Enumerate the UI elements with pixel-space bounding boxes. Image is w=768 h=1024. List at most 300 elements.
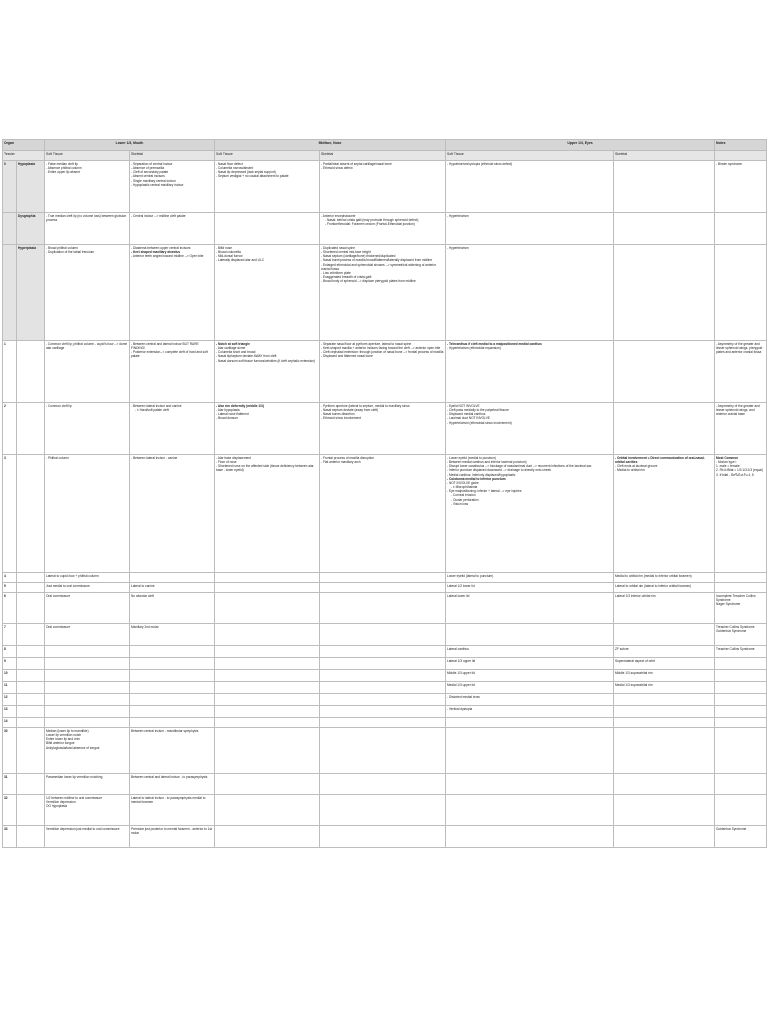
cell-lower-soft <box>45 341 130 403</box>
cell-mid-soft <box>215 213 320 245</box>
cell-line: - Vertical dystopia <box>447 707 473 711</box>
table-row <box>3 593 767 624</box>
tessier-number: 10 <box>3 670 17 682</box>
header-row <box>3 140 767 151</box>
cell-upper-soft <box>446 826 614 848</box>
cell-upper-soft <box>446 213 614 245</box>
cell-lower-skeletal <box>130 795 215 826</box>
group-label <box>17 341 45 403</box>
tessier-number: 0 <box>3 161 17 213</box>
cell-line: Premolar just posterior to mental foramen - anterior to 1st molar <box>131 827 212 836</box>
header-notes: Notes <box>715 140 767 151</box>
table-row <box>3 646 767 658</box>
header-upper: Upper 1/3, Eyes <box>446 140 715 151</box>
cell-line: - Pyriform aperture (lateral to septum, medial to maxillary sinus <box>321 404 410 408</box>
cell-line: - Inferior punctum displaced downward --> drainage to directly onto cheek <box>447 468 551 473</box>
cell-line: Treacher Collins Syndrome <box>716 625 755 629</box>
cell-line: - Anterior teeth angled toward midline --> Open bite <box>131 254 204 259</box>
cell-mid-soft <box>215 593 320 624</box>
cell-lower-skeletal <box>130 455 215 573</box>
cell-line: - Binder syndrome <box>716 162 743 166</box>
cell-line: Nager Syndrome <box>716 602 741 607</box>
spreadsheet <box>2 139 766 848</box>
cell-line: - Partial/total absent of septal cartilage/nasal bone <box>321 162 392 166</box>
cell-upper-skeletal <box>614 646 715 658</box>
cell-line: Lateral to cupid bow + philtral column <box>46 574 99 578</box>
cell-lower-skeletal <box>130 728 215 774</box>
cell-upper-soft <box>446 706 614 718</box>
cell-mid-soft <box>215 646 320 658</box>
subheader-soft-upper: Soft Tissue <box>446 151 614 161</box>
cell-line: - Central incisor --> midline cleft palate <box>131 214 186 218</box>
cell-mid-skeletal <box>320 583 446 593</box>
cell-notes <box>715 161 767 213</box>
cell-line: - Shortened central mid-face height <box>321 250 371 255</box>
cell-lower-skeletal <box>130 670 215 682</box>
cell-line: - ± Microphthalmia <box>451 485 478 490</box>
cell-line: - Nasal septum deviate (away from cleft) <box>321 408 379 413</box>
cell-upper-skeletal <box>614 774 715 795</box>
cell-line: - Hypertelorism (ethmoidal sinus involvement) <box>447 420 512 425</box>
group-label <box>17 593 45 624</box>
cell-line: - Enlarged ethmoidal and sphenoidal sinuses --> symmetrical widening of anterior cranial fossa <box>321 262 437 271</box>
cell-line: - Alar cartilage dome <box>216 346 246 351</box>
cell-line: - Low cribriform plate <box>321 270 351 275</box>
group-label <box>17 455 45 573</box>
group-label <box>17 706 45 718</box>
cell-lower-skeletal <box>130 774 215 795</box>
tessier-number: 5 <box>3 583 17 593</box>
cell-line: Medial to orbital rim (medial to inferior orbital foramen) <box>615 574 692 578</box>
cell-line: - Asymmetry of the greater and lesser sphenoid wings, pterygoid plates and anterior cranial fossa <box>716 342 763 355</box>
cell-line: - Broad columella <box>216 250 241 255</box>
tessier-number: 6 <box>3 593 17 624</box>
table-row <box>3 826 767 848</box>
cell-line: - Ocular perforation <box>451 497 479 502</box>
cell-upper-soft <box>446 670 614 682</box>
tessier-number: 7 <box>3 624 17 646</box>
tessier-number: 1 <box>3 341 17 403</box>
cell-line: Lateral 1/3 upper lid <box>447 659 476 663</box>
cell-line: Lower lip vermilion notch <box>46 733 82 738</box>
cell-lower-soft <box>45 706 130 718</box>
cell-notes <box>715 583 767 593</box>
tessier-number: 33 <box>3 826 17 848</box>
cell-notes <box>715 593 767 624</box>
tessier-number: 30 <box>3 728 17 774</box>
cell-line: Lateral to canine <box>131 584 155 588</box>
tessier-number <box>3 213 17 245</box>
cell-line: - Ethmoid sinus defect <box>321 166 353 171</box>
subheader-soft-lower: Soft Tissue <box>45 151 130 161</box>
cell-line: 1/2 between midline to oral commissure <box>46 796 103 800</box>
cell-line: - Alar rim deformity (middle 1/3) <box>216 404 264 408</box>
cell-line: - Morian type I <box>716 460 737 465</box>
cell-lower-skeletal <box>130 646 215 658</box>
cell-lower-soft <box>45 774 130 795</box>
cell-notes <box>715 682 767 694</box>
subheader-soft-mid: Soft Tissue <box>215 151 320 161</box>
table-row <box>3 213 767 245</box>
cell-line: 3. If bilat - มีหรือไม่เว้น 4, 5 <box>716 472 754 477</box>
tessier-number <box>3 245 17 341</box>
cell-upper-soft <box>446 583 614 593</box>
cell-lower-skeletal <box>130 573 215 583</box>
cell-line: Between central and lateral incisor - to parasymphysis <box>131 775 208 779</box>
cell-lower-soft <box>45 245 130 341</box>
cell-mid-skeletal <box>320 573 446 583</box>
cell-line: - Frontal process of maxilla disruption <box>321 456 374 460</box>
cell-mid-skeletal <box>320 646 446 658</box>
group-label: Hypoplasia <box>17 161 45 213</box>
cell-line: - Alar hypoplasia <box>216 408 240 413</box>
cell-line: - Shortened nose on the affected side (tissue deficiency between alar base - lower eyelid) <box>216 464 314 473</box>
cell-line: - Lower eyelid (medial to punctum) <box>447 456 496 460</box>
cell-upper-soft <box>446 161 614 213</box>
cell-line: - Floor of nose <box>216 460 237 465</box>
group-label <box>17 694 45 706</box>
cell-line: - Separation of central incisor <box>131 162 173 166</box>
table-row <box>3 694 767 706</box>
table-row <box>3 573 767 583</box>
cell-lower-soft <box>45 455 130 573</box>
table-row <box>3 728 767 774</box>
header-mid: Midface, Nose <box>215 140 446 151</box>
cell-line: Lateral canthus <box>447 647 469 651</box>
tessier-number: 12 <box>3 694 17 706</box>
cell-lower-skeletal <box>130 718 215 728</box>
cell-line: - Notch at soft triangle <box>216 342 250 346</box>
cell-line: - Disrupt lower canaliculus --> blockage of nasolacrimal duct --> recurrent infections of the lacrimal sac <box>447 464 592 469</box>
cell-line: No alveolar cleft <box>131 594 154 598</box>
cell-line: ZF suture <box>615 647 629 651</box>
tessier-number: 11 <box>3 682 17 694</box>
cell-line: 1. male = female <box>716 464 740 469</box>
cell-notes <box>715 403 767 455</box>
cell-line: - Mid-dorsal furrow <box>216 254 243 259</box>
header-lower: Lower 1/3, Mouth <box>45 140 215 151</box>
cell-mid-soft <box>215 682 320 694</box>
cell-lower-soft <box>45 624 130 646</box>
cell-line: Entire lower lip and chin <box>46 737 80 742</box>
cell-upper-skeletal <box>614 403 715 455</box>
cell-line: - Single maxillary central incisor <box>131 178 176 183</box>
cell-line: - Absence philtral column <box>46 166 82 171</box>
cell-line: - Nasal dorsum soft tissue furrows/wrinkles (if cleft cephalic extension) <box>216 358 316 363</box>
cell-lower-skeletal <box>130 341 215 403</box>
table-row <box>3 682 767 694</box>
tessier-number: 3 <box>3 455 17 573</box>
cell-mid-skeletal <box>320 161 446 213</box>
table-row <box>3 718 767 728</box>
cell-line: - Nasal bone/process of maxilla broad/flattened/laterally displaced from midline <box>321 258 433 263</box>
header-organ: Organ <box>3 140 45 151</box>
cell-line: - Common cleft lip <box>46 404 72 408</box>
cell-line: - Hypertelorism <box>447 214 469 218</box>
cell-mid-soft <box>215 670 320 682</box>
cell-line: Oral commissure <box>46 625 71 629</box>
cell-notes <box>715 706 767 718</box>
cell-line: - Hypoplastic central maxillary incisor <box>131 182 184 187</box>
cell-mid-skeletal <box>320 593 446 624</box>
cell-line: - Cleft of secondary palate <box>131 170 169 175</box>
cell-lower-skeletal <box>130 583 215 593</box>
cell-line: Goldenhar Syndrome <box>716 629 747 634</box>
table-row <box>3 583 767 593</box>
cell-mid-soft <box>215 341 320 403</box>
cell-line: - Eye malpositioning: inferior + lateral --> eye injuries <box>447 489 522 494</box>
cell-upper-skeletal <box>614 245 715 341</box>
cell-line: - Separate nasal floor at pyriform aperture, lateral to nasal spine <box>321 342 412 346</box>
cell-lower-skeletal <box>130 706 215 718</box>
cell-line: - Corneal erosion <box>451 493 476 498</box>
cell-lower-skeletal <box>130 624 215 646</box>
cell-line: - Telecanthus if cleft medial to a malpositioned medial canthus <box>447 342 542 346</box>
cell-mid-skeletal <box>320 706 446 718</box>
cell-lower-skeletal <box>130 658 215 670</box>
cell-upper-skeletal <box>614 658 715 670</box>
cell-line: - False median cleft lip <box>46 162 78 166</box>
cell-lower-soft <box>45 573 130 583</box>
cell-line: - Eyelid NOT INVOLVE <box>447 404 480 408</box>
cell-line: - Bifid nose <box>216 246 232 250</box>
cell-lower-skeletal <box>130 682 215 694</box>
cell-notes <box>715 245 767 341</box>
cell-line: Lower eyelid (lateral to punctum) <box>447 574 494 578</box>
cell-upper-soft <box>446 646 614 658</box>
tessier-number: 13 <box>3 706 17 718</box>
cell-upper-soft <box>446 341 614 403</box>
cell-mid-skeletal <box>320 774 446 795</box>
cell-line: - Between lateral incisor and canine <box>131 404 182 408</box>
cell-line: Vermilion depression <box>46 800 76 805</box>
cell-upper-soft <box>446 795 614 826</box>
cell-upper-skeletal <box>614 706 715 718</box>
cell-line: - Philtral column <box>46 456 69 460</box>
cell-line: - Absence of premaxilla <box>131 166 165 171</box>
cell-line: - Displaced and flattened nasal bone <box>321 354 373 359</box>
cell-notes <box>715 694 767 706</box>
cell-mid-skeletal <box>320 455 446 573</box>
cell-line: - Hypotelorism/cyclopia (ethmoid sinus defect) <box>447 162 513 166</box>
cell-line: - Keel shaped maxillary alveolus <box>131 250 181 255</box>
tessier-number: 14 <box>3 718 17 728</box>
cell-upper-soft <box>446 624 614 646</box>
tessier-number: 4 <box>3 573 17 583</box>
cell-line: - Frontoethmoidal: Foramen cecum (Frontal-Ethmoidal junction) <box>325 222 415 227</box>
cell-line: - Nasal septum (cartilage/bone) thickened/duplicated <box>321 254 396 259</box>
cell-line: - Nasal floor defect <box>216 162 243 166</box>
cell-lower-soft <box>45 694 130 706</box>
cell-line: Maxillary 2nd molar <box>131 625 159 629</box>
cell-line: Medial 1/3 supraorbital rim <box>615 683 653 687</box>
cell-line: - Columella narrow/absent <box>216 166 254 171</box>
cell-lower-skeletal <box>130 593 215 624</box>
cell-mid-skeletal <box>320 694 446 706</box>
cell-upper-soft <box>446 573 614 583</box>
group-label <box>17 728 45 774</box>
cell-upper-skeletal <box>614 624 715 646</box>
table-row <box>3 774 767 795</box>
cell-line: - Flat anterior maxillary arch <box>321 460 361 465</box>
cell-line: - Broad philtral column <box>46 246 78 250</box>
cell-mid-soft <box>215 795 320 826</box>
cell-line: - Hypertelorism <box>447 246 469 250</box>
cell-line: - Exaggerated breadth of crista galli <box>321 275 372 280</box>
cell-line: Lateral 1/2 lower lid <box>447 584 475 588</box>
group-label <box>17 573 45 583</box>
tessier-number: 8 <box>3 646 17 658</box>
cell-upper-soft <box>446 658 614 670</box>
cell-mid-soft <box>215 774 320 795</box>
cell-mid-skeletal <box>320 682 446 694</box>
cell-notes <box>715 718 767 728</box>
group-label <box>17 403 45 455</box>
cell-line: - Cleft pass medially to the palpebral fissure <box>447 408 509 413</box>
cell-lower-soft <box>45 403 130 455</box>
cell-upper-skeletal <box>614 670 715 682</box>
cell-mid-skeletal <box>320 728 446 774</box>
cell-line: - Ethmoid sinus involvement <box>321 416 361 421</box>
cell-line: - Between medial canthus and inferior lacrimal punctum) <box>447 460 527 465</box>
cell-upper-skeletal <box>614 718 715 728</box>
cell-notes <box>715 670 767 682</box>
cell-line: - Common cleft lip; philtral column - cupid's bow --> dome alar cartilage <box>46 342 128 351</box>
cell-notes <box>715 658 767 670</box>
cell-lower-soft <box>45 593 130 624</box>
cell-mid-soft <box>215 403 320 455</box>
cell-line: - Alar base displacement <box>216 456 251 460</box>
cell-line: - Posterior extension--> complete cleft of hard and soft palate <box>131 350 208 359</box>
cell-line: Middle 1/3 supraorbital rim <box>615 671 653 675</box>
group-label <box>17 795 45 826</box>
cell-lower-soft <box>45 795 130 826</box>
cell-mid-soft <box>215 455 320 573</box>
cell-line: - Lateral nose flattened <box>216 412 249 417</box>
cell-line: - Cleft cephalad extension: through junction of nasal bone --> frontal process of maxilla <box>321 350 444 355</box>
cell-line: - Vision loss <box>451 501 469 506</box>
cell-upper-skeletal <box>614 213 715 245</box>
table-row <box>3 795 767 826</box>
cell-mid-soft <box>215 583 320 593</box>
cell-notes <box>715 573 767 583</box>
subheader-notes <box>715 151 767 161</box>
cell-line: Middle 1/3 upper lid <box>447 671 475 675</box>
cell-line: - Diastema between upper central incisors <box>131 246 191 250</box>
cell-line: Oral commissure <box>46 594 71 598</box>
cell-line: - Columella short and broad <box>216 350 256 355</box>
cell-notes <box>715 455 767 573</box>
table-row <box>3 341 767 403</box>
cell-upper-soft <box>446 682 614 694</box>
cell-upper-soft <box>446 774 614 795</box>
cell-mid-skeletal <box>320 624 446 646</box>
cell-line: OO hypoplasia <box>46 804 68 809</box>
cell-line: - Distorted medial brow <box>447 695 480 699</box>
cell-line: - True median cleft lip (no volume loss) between globular process <box>46 214 126 223</box>
cell-upper-skeletal <box>614 795 715 826</box>
table-row <box>3 161 767 213</box>
group-label <box>17 646 45 658</box>
group-label: Hyperplasia <box>17 245 45 341</box>
cell-notes <box>715 646 767 658</box>
group-label <box>17 826 45 848</box>
cell-upper-skeletal <box>614 455 715 573</box>
table-row <box>3 455 767 573</box>
cell-line: Goldenhar Syndrome <box>716 827 747 831</box>
cell-line: Bifid anterior tongue <box>46 741 75 746</box>
tessier-number: 2 <box>3 403 17 455</box>
group-label <box>17 718 45 728</box>
cell-notes <box>715 728 767 774</box>
cell-line: - Keel-shaped maxilla + anterior incisors facing toward the cleft --> anterior open bite <box>321 346 441 351</box>
cell-line: Vermilion depression just medial to oral commissure <box>46 827 120 831</box>
cell-upper-soft <box>446 403 614 455</box>
cell-mid-skeletal <box>320 245 446 341</box>
cell-line: - Medial to orbital rim <box>615 468 645 473</box>
tessier-number: 9 <box>3 658 17 670</box>
cell-line: - Orbital involvement = Direct communication of oral-nasal-orbital cavities <box>615 456 705 465</box>
cell-line: - Nasal tip/septum deviate AWAY from cleft <box>216 354 277 359</box>
cell-lower-skeletal <box>130 213 215 245</box>
cell-mid-soft <box>215 728 320 774</box>
cell-line: - NOT INVOLVE globe <box>447 480 479 485</box>
group-label <box>17 658 45 670</box>
table-row <box>3 624 767 646</box>
cell-line: Lateral to lateral incisor - to parasymphysis medial to mental foramen <box>131 796 206 805</box>
cell-line: - Displaced medial canthus <box>447 412 486 417</box>
cell-line: Lateral to orbital rim (lateral to inferior orbital foramen) <box>615 584 692 588</box>
cell-upper-skeletal <box>614 826 715 848</box>
cell-lower-skeletal <box>130 826 215 848</box>
cell-mid-skeletal <box>320 341 446 403</box>
group-label <box>17 583 45 593</box>
cell-mid-skeletal <box>320 403 446 455</box>
cell-upper-skeletal <box>614 728 715 774</box>
cell-line: - Cleft ends at lacrimal groove <box>615 464 658 469</box>
cell-notes <box>715 624 767 646</box>
cell-mid-soft <box>215 694 320 706</box>
cell-line: - Between central and lateral incisor BUT RARE FINDING! <box>131 342 199 351</box>
cell-line: 2. Rt:Lt:Bilat = 1/3:1/3:1/3 (equal) <box>716 468 763 473</box>
table-row <box>3 658 767 670</box>
cell-lower-soft <box>45 826 130 848</box>
cell-mid-skeletal <box>320 718 446 728</box>
cell-upper-skeletal <box>614 161 715 213</box>
cell-upper-soft <box>446 593 614 624</box>
cell-line: Medial 1/3 upper lid <box>447 683 475 687</box>
cell-upper-soft <box>446 245 614 341</box>
cell-mid-skeletal <box>320 670 446 682</box>
table-row <box>3 245 767 341</box>
cell-line: - Nasal: behind crista galli (may protrude through sphenoid defect) <box>325 218 419 223</box>
cell-line: Between central incisor - mandibular symphysis <box>131 729 199 733</box>
cell-upper-skeletal <box>614 341 715 403</box>
cell-upper-soft <box>446 718 614 728</box>
cell-lower-soft <box>45 646 130 658</box>
cell-lower-skeletal <box>130 694 215 706</box>
group-label: Dysgraphia <box>17 213 45 245</box>
cell-line: Median (lower lip to mandible) <box>46 729 89 733</box>
cell-mid-skeletal <box>320 658 446 670</box>
cell-lower-skeletal <box>130 403 215 455</box>
cell-line: - Nasal tip depressed (lack septal support) <box>216 170 276 175</box>
cell-lower-soft <box>45 213 130 245</box>
subheader-skeletal-lower: Skeletal <box>130 151 215 161</box>
cell-line: Superolateral aspect of orbit <box>615 659 655 663</box>
cell-lower-soft <box>45 670 130 682</box>
table-row <box>3 706 767 718</box>
